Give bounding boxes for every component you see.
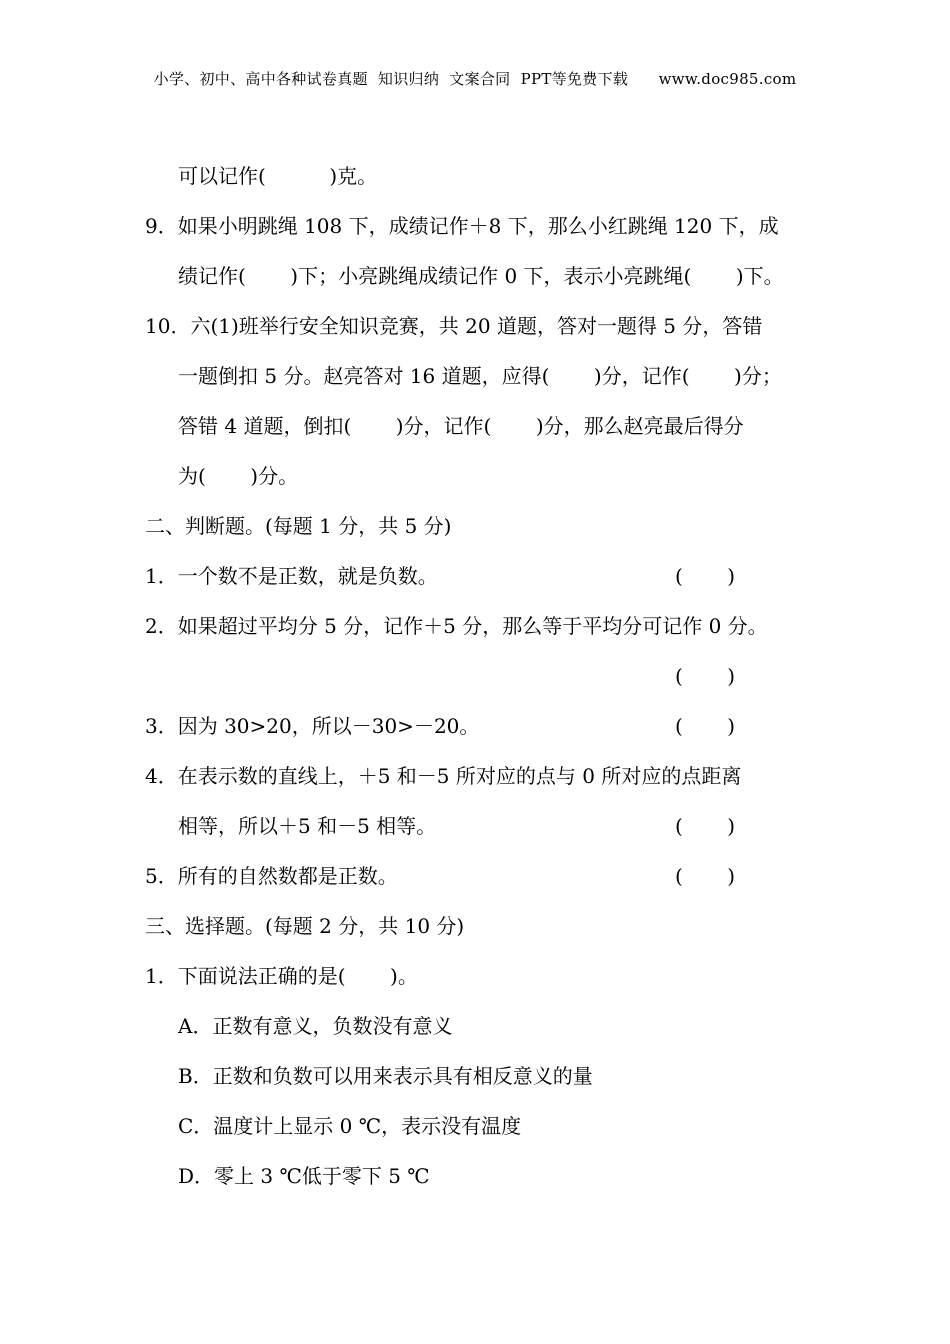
- page-header: 小学、初中、高中各种试卷真题 知识归纳 文案合同 PPT等免费下载 www.doc985.com: [153, 70, 797, 88]
- section-3-title: 三、选择题。(每题 2 分，共 10 分): [145, 914, 465, 938]
- q9-line-2: 绩记作( )下；小亮跳绳成绩记作 0 下，表示小亮跳绳( )下。: [178, 264, 784, 288]
- tf-answer-paren-2: ( ): [675, 664, 736, 688]
- mc-option-c: C．温度计上显示 0 ℃，表示没有温度: [178, 1114, 522, 1138]
- tf-question-2: 2．如果超过平均分 5 分，记作＋5 分，那么等于平均分可记作 0 分。: [145, 614, 768, 638]
- q8-continuation: 可以记作( )克。: [178, 164, 378, 188]
- mc-question-1: 1．下面说法正确的是( )。: [145, 964, 418, 988]
- tf-question-4-line-2: 相等，所以＋5 和－5 相等。: [178, 814, 437, 838]
- mc-option-b: B．正数和负数可以用来表示具有相反意义的量: [178, 1064, 593, 1088]
- mc-option-a: A．正数有意义，负数没有意义: [178, 1014, 453, 1038]
- tf-question-4-line-1: 4．在表示数的直线上，＋5 和－5 所对应的点与 0 所对应的点距离: [145, 764, 742, 788]
- mc-option-d: D．零上 3 ℃低于零下 5 ℃: [178, 1164, 430, 1188]
- q10-line-4: 为( )分。: [178, 464, 299, 488]
- tf-answer-paren-3: ( ): [675, 714, 736, 738]
- q10-line-2: 一题倒扣 5 分。赵亮答对 16 道题，应得( )分，记作( )分；: [178, 364, 782, 388]
- tf-answer-paren-5: ( ): [675, 864, 736, 888]
- q9-line-1: 9．如果小明跳绳 108 下，成绩记作＋8 下，那么小红跳绳 120 下，成: [145, 214, 779, 238]
- tf-question-1: 1．一个数不是正数，就是负数。: [145, 564, 438, 588]
- tf-question-5: 5．所有的自然数都是正数。: [145, 864, 398, 888]
- tf-answer-paren-4: ( ): [675, 814, 736, 838]
- section-2-title: 二、判断题。(每题 1 分，共 5 分): [145, 514, 452, 538]
- q10-line-1: 10．六(1)班举行安全知识竞赛，共 20 道题，答对一题得 5 分，答错: [145, 314, 763, 338]
- q10-line-3: 答错 4 道题，倒扣( )分，记作( )分，那么赵亮最后得分: [178, 414, 744, 438]
- tf-question-3: 3．因为 30>20，所以－30>－20。: [145, 714, 480, 738]
- tf-answer-paren-1: ( ): [675, 564, 736, 588]
